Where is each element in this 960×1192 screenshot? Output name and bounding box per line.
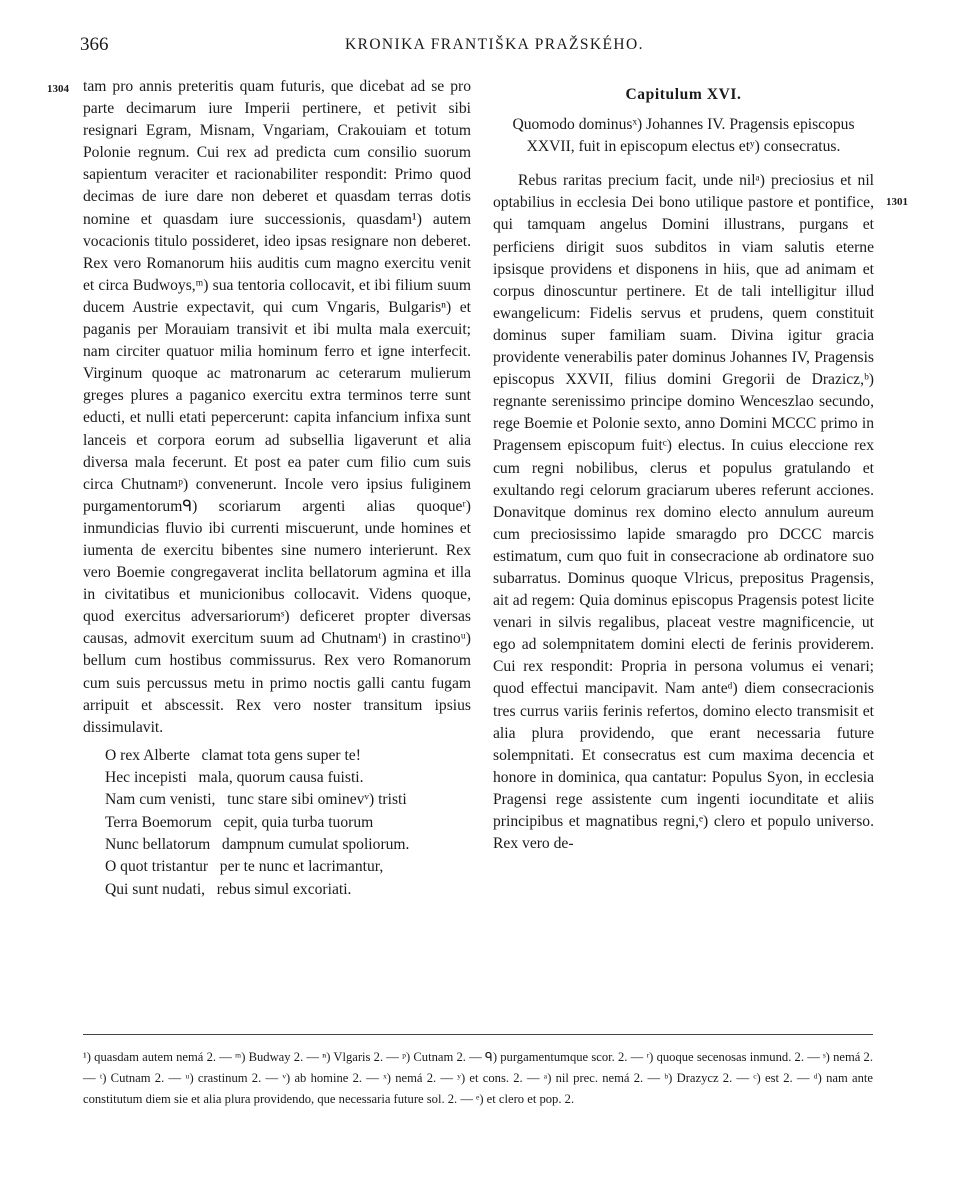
running-title: KRONIKA FRANTIŠKA PRAŽSKÉHO.	[345, 36, 644, 53]
left-paragraph: tam pro annis preteritis quam futuris, que dicebat ad se pro parte decimarum iure Imperii pertinere, et petivit sibi resignari Egram, Misnam, Vngariam, Crakouiam et totum Polonie regnum. Cui rex ad predicta cum consilio suorum sapientum veraciter et racionabiliter respondit: Primo quod decimas de iure dare non deberet et quasdam terras dotis nomine et quasdam iure successionis, quasdam¹) autem vocacionis titulo possideret, ideo ipsas resignare non deberet. Rex vero Romanorum hiis auditis cum magno exercitu venit et circa Budwoys,ᵐ) sua tentoria collocavit, et ibi filium suum ducem Austrie expectavit, qui cum Vngaris, Bulgarisⁿ) et paganis per Morauiam transivit et ibi multa mala exercuit; nam circiter quatuor milia hominum ferro et igne interfecit. Virginum quoque ac matronarum ac ceterarum mulierum greges plures a paganico exercitu extra terminos terre sunt educti, et nulli etati pepercerunt: capita infancium infixa sunt lanceis et corpora eorum ad subsellia ligaverunt et alia diversa mala fecerunt. Et post ea pater cum filio cum suis circa Chutnamᵖ) convenerunt. Incole vero ipsius fuliginem purgamentorumᑫ) scoriarum argenti alias quoqueʳ) inmundicias fluvio ibi currenti miscuerunt, unde homines et iumenta de exercitu bibentes sine numero interierunt. Rex vero Boemie congregaverat inclita bellatorum agmina et illa in civitatibus et municionibus collocavit. Videns quoque, quod exercitus adversariorumˢ) deficeret propter diversas causas, admovit exercitum suum ad Chutnamᵗ) in crastinoᵘ) bellum cum hostibus commissurus. Rex vero Romanorum cum suis percussus metu in primo noctis galli cantu fugam arripuit et abscessit. Rex vero noster transitum ipsius dissimulavit.	[83, 78, 471, 736]
page-number: 366	[80, 34, 109, 55]
verse-line: Nam cum venisti, tunc stare sibi ominevᵛ) tristi	[105, 791, 407, 809]
margin-year-left: 1304	[47, 83, 69, 95]
footnotes: ¹) quasdam autem nemá 2. — ᵐ) Budway 2. — ⁿ) Vlgaris 2. — ᵖ) Cutnam 2. — ᑫ) purgamentumque scor. 2. — ʳ) quoque secenosas inmund. 2. — ˢ) nemá 2. — ᵗ) Cutnam 2. — ᵘ) crastinum 2. — ᵛ) ab homine 2. — ˣ) nemá 2. — ʸ) et cons. 2. — ᵃ) nil prec. nemá 2. — ᵇ) Drazycz 2. — ᶜ) est 2. — ᵈ) nam ante constitutum diem sie et alia plura providendo, que necessaria future sol. 2. — ᵉ) et clero et pop. 2.	[83, 1050, 873, 1106]
verse-line: O rex Alberte clamat tota gens super te!	[105, 746, 361, 764]
chapter-heading: Capitulum XVI.	[625, 86, 742, 103]
verse-line: Nunc bellatorum dampnum cumulat spoliorum.	[105, 836, 410, 853]
margin-year-right: 1301	[886, 196, 908, 208]
left-column	[83, 76, 471, 901]
right-paragraph: Rebus raritas precium facit, unde nilᵃ) preciosius et nil optabilius in ecclesia Dei bono utilique pastore et pontifice, qui tamquam angelus Domini illustrans, purgans et perficiens dirigit suos subditos in viam salutis eterne ipsisque providens et disponens in hiis, que ad animam et corpus dinoscuntur pertinere. Et de tali intelligitur illud ewangelicum: Fidelis servus et prudens, quem constituit dominus super familiam suam. Divina igitur gracia providente venerabilis pater dominus Johannes IV, Pragensis episcopus XXVII, filius domini Gregorii de Drazicz,ᵇ) regnante serenissimo principe domino Wenceszlao secundo, rege Boemie et Polonie sexto, anno Domini MCCC primo in Pragensem episcopum fuitᶜ) electus. In cuius eleccione rex cum regni nobilibus, clerus et populus gratulando et exultando regi celorum graciarum uberes referunt acciones. Donavitque dominus rex domino electo annulum aureum cum preciosissimo lapide smaragdo pro DCCC marcis estimatum, cum quo fuit in consecracione ab ordinatore suo subarratus. Dominus quoque Vlricus, prepositus Pragensis, ait ad regem: Quia dominus episcopus Pragensis potest licite venari in silvis regalibus, placeat vestre magnificencie, ut ego ad solempnitatem domini electi de ferinis providerem. Cui rex respondit: Propria in persona volumus ei venari; quod effectui mancipavit. Nam anteᵈ) diem consecracionis tres currus variis ferinis refertos, domino electo transmisit et alia plura providendo, que erant necessaria future solempnitati. Et consecratus est cum maxima decencia et honore in dominica, qua cantatur: Populus Syon, in ecclesia Pragensi rege assistente cum ingenti iocunditate et aliis principibus et magnatibus regni,ᵉ) clero et populo universo. Rex vero de-	[493, 172, 874, 853]
verse-line: O quot tristantur per te nunc et lacrimantur,	[105, 858, 384, 876]
verse-line: Qui sunt nudati, rebus simul excoriati.	[105, 880, 352, 898]
verse-line: Hec incepisti mala, quorum causa fuisti.	[105, 769, 364, 787]
page-header	[0, 34, 960, 58]
chapter-subtitle: Quomodo dominusˣ) Johannes IV. Pragensis episcopus XXVII, fuit in episcopum electus etʸ) consecratus.	[512, 116, 855, 156]
verse-line: Terra Boemorum cepit, quia turba tuorum	[105, 813, 374, 831]
verse-block	[83, 745, 471, 901]
right-column	[493, 76, 874, 855]
footnote-divider	[83, 1034, 873, 1035]
